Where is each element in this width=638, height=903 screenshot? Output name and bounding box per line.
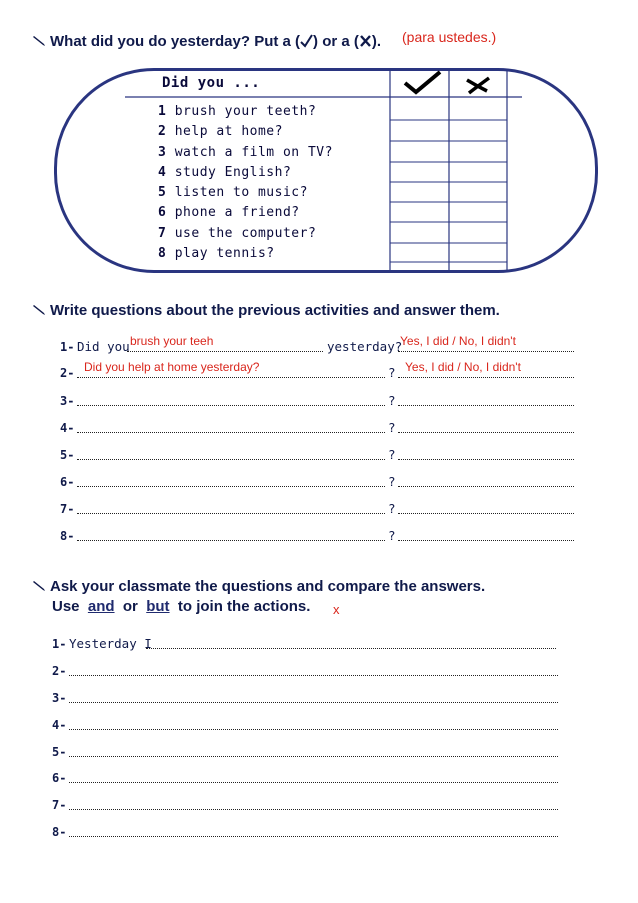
section3-instruction: Use and or but to join the actions.	[52, 598, 311, 615]
answer-line[interactable]	[398, 540, 574, 541]
compare-row-3: 3-	[52, 689, 562, 705]
question-row-2: 2- Did you help at home yesterday? ? Yes, I did / No, I didn't	[60, 364, 575, 380]
question-row-4: 4- ?	[60, 419, 575, 435]
compare-line[interactable]	[69, 756, 558, 757]
compare-line[interactable]	[69, 782, 558, 783]
section3-heading	[32, 578, 485, 595]
check-mark-icon	[405, 72, 440, 92]
compare-line[interactable]	[69, 836, 558, 837]
answer-line[interactable]	[398, 486, 574, 487]
conjunction-but: but	[146, 598, 170, 615]
activity-row: 6 phone a friend?	[158, 205, 300, 221]
question-line[interactable]	[77, 432, 385, 433]
activity-row: 3 watch a film on TV?	[158, 144, 333, 160]
activity-list	[158, 102, 333, 264]
compare-line[interactable]	[69, 729, 558, 730]
question-row-1: 1- Did you brush your teeh yesterday? Yes, I did / No, I didn't	[60, 338, 575, 354]
compare-row-2: 2-	[52, 662, 562, 678]
section1-heading-text-c: ).	[371, 33, 382, 50]
activity-row: 8 play tennis?	[158, 246, 275, 262]
compare-row-6: 6-	[52, 769, 562, 785]
pencil-icon	[32, 580, 46, 592]
compare-line[interactable]	[69, 809, 558, 810]
compare-line[interactable]	[69, 675, 558, 676]
section1-note: (para ustedes.)	[402, 29, 497, 45]
question-row-8: 8- ?	[60, 527, 575, 543]
reply-answer-2[interactable]: Yes, I did / No, I didn't	[405, 360, 521, 374]
question-row-6: 6- ?	[60, 473, 575, 489]
question-row-7: 7- ?	[60, 500, 575, 516]
question-answer-2[interactable]: Did you help at home yesterday?	[84, 360, 260, 374]
cross-mark-icon	[467, 78, 489, 93]
section2-heading	[32, 302, 500, 319]
activity-row: 2 help at home?	[158, 124, 283, 140]
compare-line[interactable]	[69, 702, 558, 703]
answer-line[interactable]	[398, 459, 574, 460]
question-row-5: 5- ?	[60, 446, 575, 462]
activity-row: 7 use the computer?	[158, 225, 317, 241]
question-line[interactable]	[77, 513, 385, 514]
question-line[interactable]	[77, 486, 385, 487]
compare-row-1: 1- Yesterday I	[52, 635, 562, 651]
answer-line[interactable]	[398, 513, 574, 514]
answer-line[interactable]	[398, 405, 574, 406]
activity-row: 1 brush your teeth?	[158, 104, 317, 119]
answer-line[interactable]	[398, 432, 574, 433]
reply-answer-1[interactable]: Yes, I did / No, I didn't	[400, 334, 516, 348]
activity-row: 5 listen to music?	[158, 185, 308, 201]
section3-heading-text: Ask your classmate the questions and compare the answers.	[50, 578, 486, 595]
pencil-icon	[32, 304, 46, 316]
section1-heading-text-b: ) or a (	[313, 33, 359, 50]
conjunction-and: and	[87, 598, 115, 615]
question-row-3: 3- ?	[60, 392, 575, 408]
question-line[interactable]	[77, 540, 385, 541]
question-answer-1[interactable]: brush your teeh	[130, 334, 214, 348]
compare-row-8: 8-	[52, 823, 562, 839]
compare-row-4: 4-	[52, 716, 562, 732]
compare-row-7: 7-	[52, 796, 562, 812]
question-line[interactable]	[77, 459, 385, 460]
compare-line[interactable]	[146, 648, 556, 649]
activity-row: 4 study English?	[158, 164, 292, 180]
section1-heading-text-a: What did you do yesterday? Put a (	[50, 33, 301, 50]
question-line[interactable]	[77, 405, 385, 406]
table-title: Did you ...	[162, 75, 261, 91]
red-mark: x	[333, 602, 340, 617]
compare-row-5: 5-	[52, 743, 562, 759]
section2-heading-text: Write questions about the previous activities and answer them.	[50, 302, 500, 319]
